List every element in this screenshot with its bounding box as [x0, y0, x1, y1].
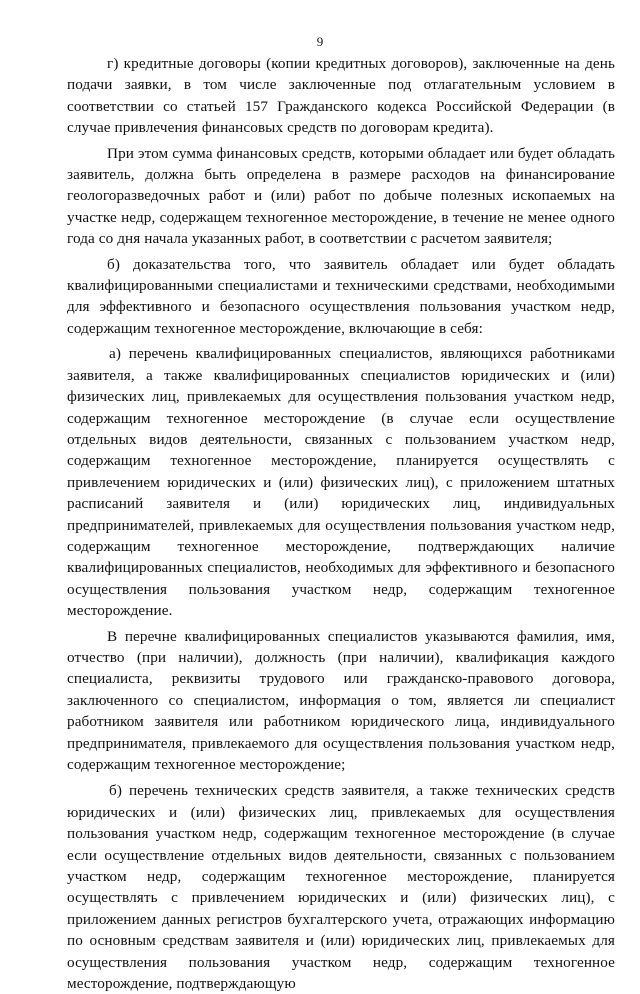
document-body: [67, 53, 615, 994]
page-number: 9: [316, 34, 324, 49]
paragraph-evidence-specialists: б) доказательства того, что заявитель обладает или будет обладать квалифицированными специалистами и техническими средствами, необходимыми для эффективного и безопасного осуществления пользования участком недр, содержащим техногенное месторождение, включающие в себя:: [67, 255, 615, 337]
paragraph-specialists-list: а) перечень квалифицированных специалистов, являющихся работниками заявителя, а также квалифицированных специалистов юридических и (или) физических лиц, привлекаемых для осуществления пользования участком недр, содержащим техногенное месторождение (в случае если осуществление отдельных видов деятельности, связанных с пользованием участком недр, содержащим техногенное месторождение, планируется осуществлять с привлечением юридических и (или) физических лиц), с приложением штатных расписаний заявителя и (или) юридических лиц, индивидуальных предпринимателей, привлекаемых для осуществления пользования участком недр, содержащим техногенное месторождение, подтверждающих наличие квалифицированных специалистов, необходимых для эффективного и безопасного осуществления пользования участком недр, содержащим техногенное месторождение.: [67, 345, 615, 620]
paragraph-financial-amount: При этом сумма финансовых средств, которыми обладает или будет обладать заявитель, должна быть определена в размере расходов на финансирование геологоразведочных работ и (или) работ по добыче полезных ископаемых на участке недр, содержащем техногенное месторождение, в течение не менее одного года со дня начала указанных работ, в соответствии с расчетом заявителя;: [67, 144, 615, 248]
paragraph-credit-agreements: г) кредитные договоры (копии кредитных договоров), заключенные на день подачи заявки, в том числе заключенные под отлагательным условием в соответствии со статьей 157 Гражданского кодекса Российской Федерации (в случае привлечения финансовых средств по договорам кредита).: [67, 55, 615, 137]
paragraph-technical-means: б) перечень технических средств заявителя, а также технических средств юридических и (или) физических лиц, привлекаемых для осуществления пользования участком недр, содержащим техногенное месторождение (в случае если осуществление отдельных видов деятельности, связанных с пользованием участком недр, содержащим техногенное месторождение, планируется осуществлять с привлечением юридических и (или) физических лиц), с приложением данных регистров бухгалтерского учета, отражающих информацию по основным средствам заявителя и (или) юридических лиц, привлекаемых для осуществления пользования участком недр, содержащим техногенное месторождение, подтверждающую: [67, 782, 615, 993]
paragraph-specialists-details: В перечне квалифицированных специалистов указываются фамилия, имя, отчество (при наличии), должность (при наличии), квалификация каждого специалиста, реквизиты трудового или гражданско-правового договора, заключенного со специалистом, информация о том, является ли специалист работником заявителя или работником юридического лица, индивидуального предпринимателя, привлекаемого для осуществления пользования участком недр, содержащим техногенное месторождение;: [67, 627, 615, 773]
